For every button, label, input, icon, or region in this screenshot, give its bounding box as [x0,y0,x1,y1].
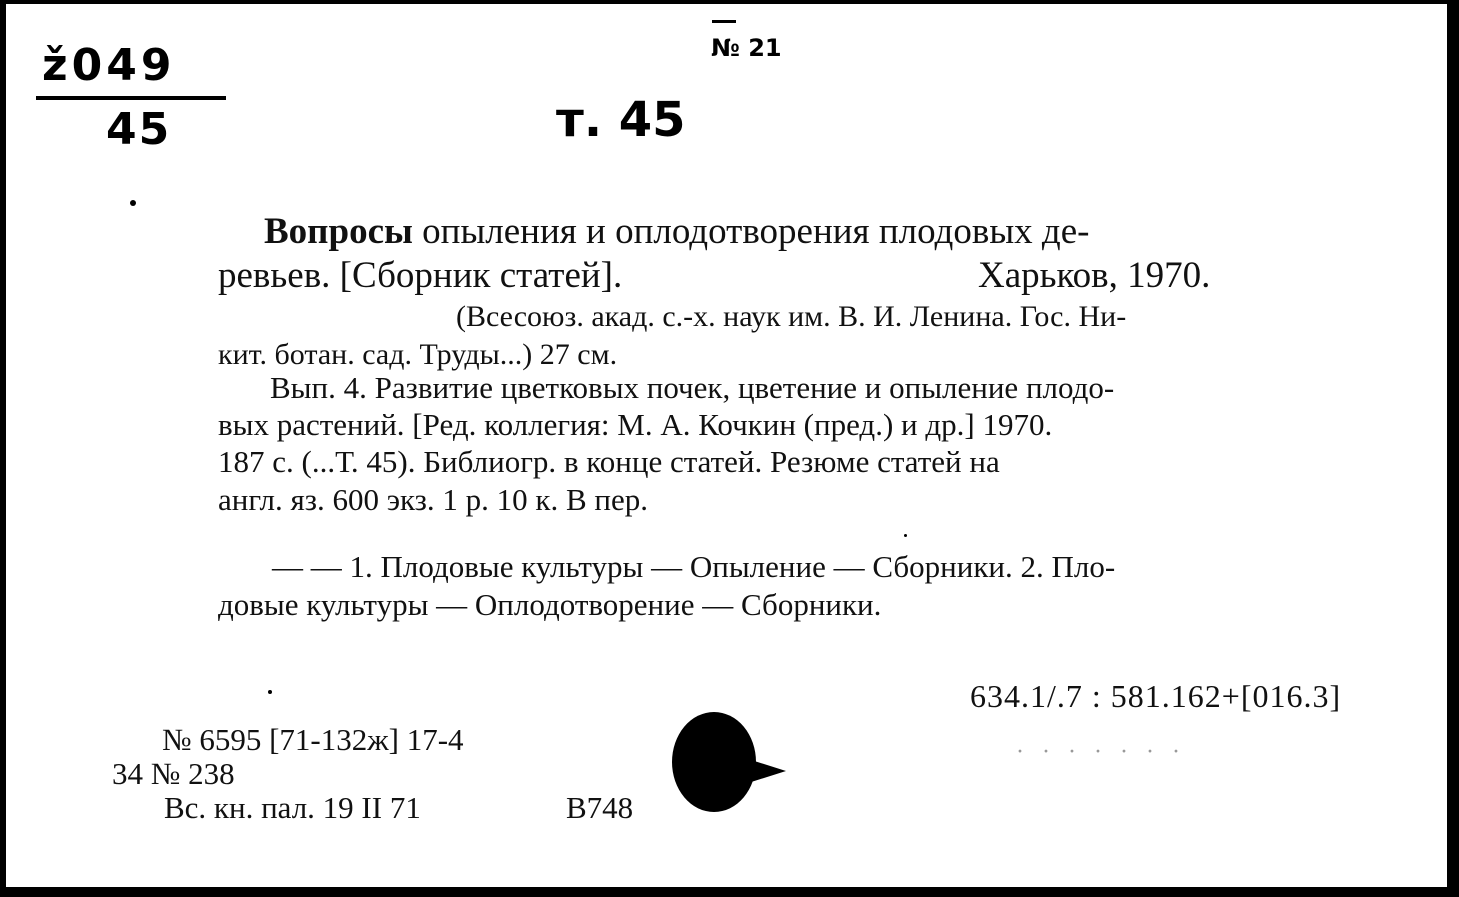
title-line-2b: Харьков, 1970. [978,255,1211,296]
footer-line-1: № 6595 [71-132ж] 17-4 [162,722,464,757]
accession-number: ž049 [42,40,176,91]
series-line-1: (Всесоюз. акад. с.-х. наук им. В. И. Ленина. Гос. Ни- [456,300,1127,333]
issue-line-1: Вып. 4. Развитие цветковых почек, цветение и опыление плодо- [270,370,1115,405]
title-line-1 [264,210,1090,253]
issue-line-4: англ. яз. 600 экз. 1 р. 10 к. В пер. [218,482,649,517]
corner-mark: № 21 [711,34,782,62]
punch-dot [904,534,907,537]
footer-line-3: Вс. кн. пал. 19 II 71 [164,790,421,825]
catalog-card [6,4,1447,887]
title-line-2a: ревьев. [Сборник статей]. [218,255,623,296]
issue-line-3: 187 с. (...Т. 45). Библиогр. в конце статей. Резюме статей на [218,444,1000,479]
title-rest: опыления и оплодотворения плодовых де- [422,211,1090,252]
issue-line-2: вых растений. [Ред. коллегия: М. А. Кочкин (пред.) и др.] 1970. [218,407,1053,442]
faint-stamp-marks: · · · · · · · [1016,739,1186,765]
corner-rule [712,20,736,23]
ink-stamp-blot [672,712,756,812]
udc-classification: 634.1/.7 : 581.162+[016.3] [970,678,1342,714]
subjects-line-1: — — 1. Плодовые культуры — Опыление — Сборники. 2. Пло- [272,549,1116,584]
accession-subnumber: 45 [106,104,172,155]
footer-line-2: 34 № 238 [112,756,235,791]
title-bold-word: Вопросы [264,211,413,252]
series-line-2: кит. ботан. сад. Труды...) 27 см. [218,338,618,371]
accession-rule [36,96,226,100]
punch-dot [268,690,272,694]
subjects-line-2: довые культуры — Оплодотворение — Сборники. [218,587,882,622]
footer-code: В748 [566,790,634,825]
punch-dot [130,200,136,206]
ink-stamp-tip [748,759,786,783]
volume-mark: т. 45 [556,92,686,148]
